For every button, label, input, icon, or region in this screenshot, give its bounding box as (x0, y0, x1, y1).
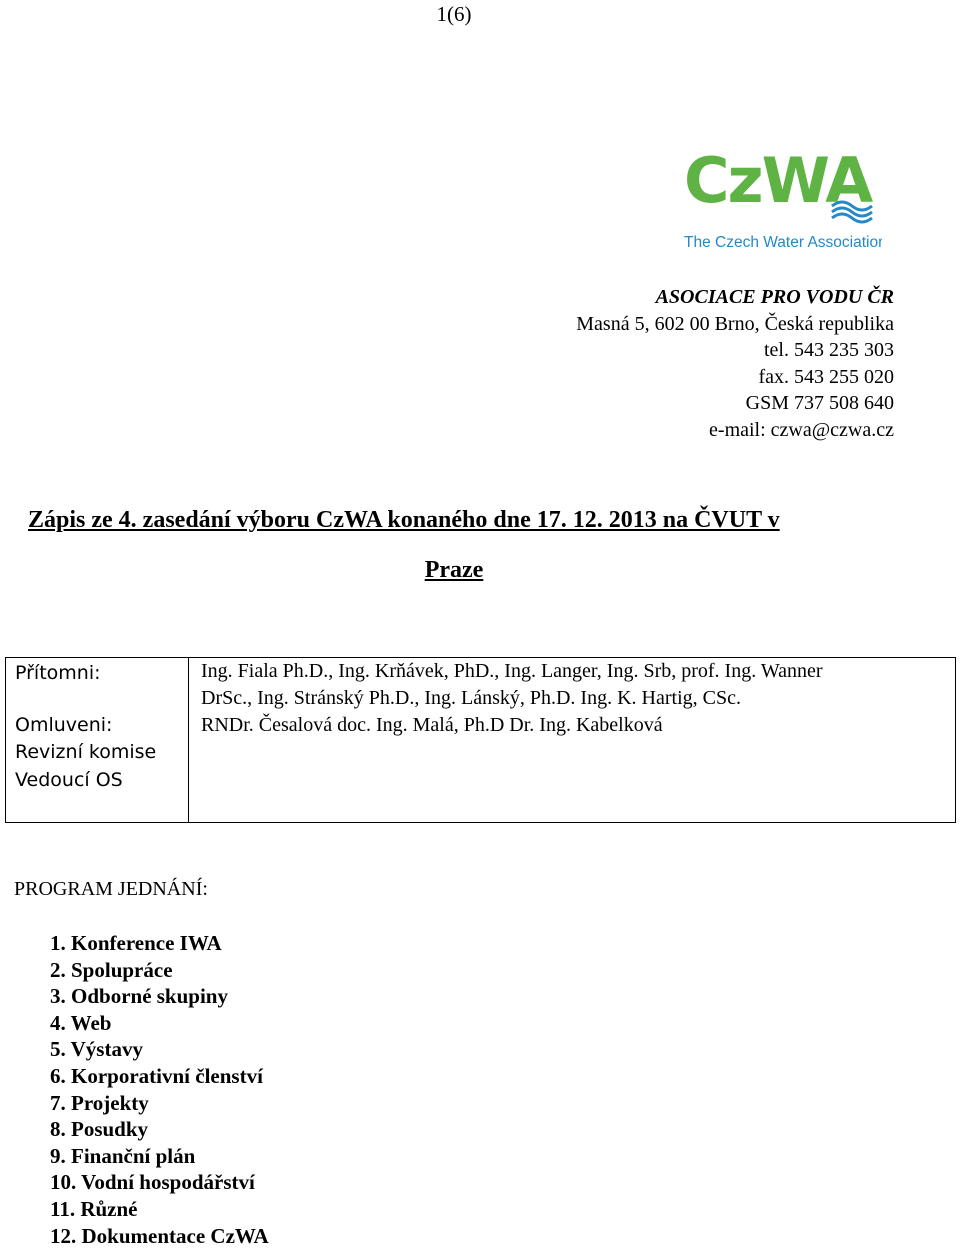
present-names-line1: Ing. Fiala Ph.D., Ing. Krňávek, PhD., Ing. Langer, Ing. Srb, prof. Ing. Wanner (201, 660, 823, 682)
agenda-item: 9. Finanční plán (50, 1143, 196, 1168)
logo-tagline: The Czech Water Association (684, 234, 882, 251)
attendance-labels (6, 658, 189, 822)
audit-committee-label: Revizní komise (15, 741, 157, 763)
address-email: e-mail: czwa@czwa.cz (709, 418, 894, 441)
agenda-item: 12. Dokumentace CzWA (50, 1223, 269, 1248)
attendance-table (5, 657, 956, 823)
attendance-values (189, 658, 955, 822)
agenda-item: 5. Výstavy (50, 1037, 143, 1062)
address-tel: tel. 543 235 303 (764, 339, 894, 362)
address-block (576, 284, 894, 444)
agenda-item: 4. Web (50, 1010, 112, 1035)
document-title: Zápis ze 4. zasedání výboru CzWA konaného dne 17. 12. 2013 na ČVUT v (28, 507, 780, 533)
agenda-item: 1. Konference IWA (50, 931, 222, 955)
address-fax: fax. 543 255 020 (758, 365, 894, 388)
agenda-item: 6. Korporativní členství (50, 1063, 263, 1088)
present-label: Přítomni: (15, 662, 101, 684)
logo-wordmark: CzWA (684, 144, 872, 217)
address-street: Masná 5, 602 00 Brno, Česká republika (576, 312, 894, 335)
organization-name: ASOCIACE PRO VODU ČR (655, 286, 894, 308)
present-names-line2: DrSc., Ing. Stránský Ph.D., Ing. Lánský, Ph.D. Ing. K. Hartig, CSc. (201, 687, 741, 709)
excused-names: RNDr. Česalová doc. Ing. Malá, Ph.D Dr. Ing. Kabelková (201, 714, 663, 736)
address-gsm: GSM 737 508 640 (745, 392, 894, 415)
section-heads-label: Vedoucí OS (15, 769, 123, 791)
page-number: 1(6) (436, 2, 472, 26)
agenda-item: 3. Odborné skupiny (50, 984, 228, 1009)
program-title: PROGRAM JEDNÁNÍ: (14, 878, 208, 900)
excused-label: Omluveni: (15, 714, 113, 736)
document-title-continued: Praze (424, 557, 484, 583)
agenda-item: 11. Různé (50, 1196, 138, 1221)
czwa-logo-graphic (682, 140, 882, 255)
agenda-list (50, 930, 269, 1249)
agenda-item: 8. Posudky (50, 1117, 149, 1142)
agenda-item: 10. Vodní hospodářství (50, 1170, 255, 1195)
agenda-item: 7. Projekty (50, 1090, 149, 1115)
czwa-logo (682, 140, 882, 255)
agenda-item: 2. Spolupráce (50, 957, 173, 982)
